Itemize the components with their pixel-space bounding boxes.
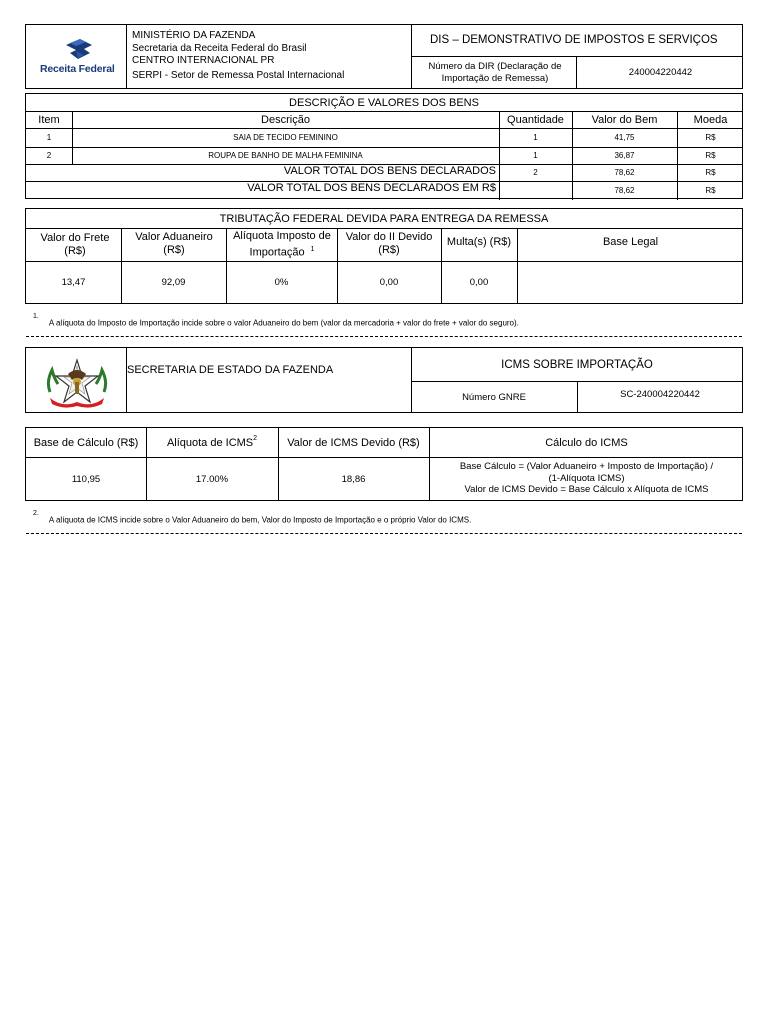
calculo-icms-formula [429, 461, 744, 496]
value-multa: 0,00 [469, 276, 489, 288]
value-frete: 13,47 [61, 276, 86, 288]
value-base-calculo: 110,95 [71, 473, 101, 485]
icms-table [25, 427, 743, 501]
footnote-1 [33, 313, 519, 328]
ministry-block [132, 30, 344, 82]
table-row-1-moeda: R$ [705, 133, 716, 142]
state-secretaria-name: SECRETARIA DE ESTADO DA FAZENDA [127, 364, 334, 376]
federal-tax-table [25, 208, 743, 304]
receita-federal-logo [36, 37, 118, 79]
col-header-base-legal: Base Legal [602, 236, 659, 248]
total-value: 78,62 [614, 168, 635, 177]
federal-tax-title: TRIBUTAÇÃO FEDERAL DEVIDA PARA ENTREGA DA REMESSA [219, 212, 549, 225]
value-aduaneiro: 92,09 [161, 276, 186, 288]
col-header-descricao: Descrição [261, 113, 310, 126]
table-row-2-moeda: R$ [705, 151, 716, 160]
gnre-number: SC-240004220442 [620, 389, 700, 400]
ministry-line-1: MINISTÉRIO DA FAZENDA [132, 30, 256, 41]
gnre-label: Número GNRE [462, 392, 526, 403]
header-box [25, 24, 743, 89]
total-brl-value: 78,62 [614, 185, 635, 195]
footnote-1-text: A alíquota do Imposto de Importação incide sobre o valor Aduaneiro do bem (valor da mercadoria + valor do frete + valor do seguro). [48, 318, 519, 328]
separator-2 [26, 533, 742, 534]
ministry-line-4: SERPI - Setor de Remessa Postal Internacional [132, 69, 345, 81]
aliquota-ii-label: Alíquota Imposto de Importação [233, 230, 331, 259]
value-icms-devido: 18,86 [341, 473, 366, 485]
table-row-1-descricao: SAIA DE TECIDO FEMININO [233, 133, 338, 142]
col-header-valor: Valor do Bem [591, 113, 658, 126]
footnote-2-number: 2. [33, 510, 39, 517]
footnote-2-marker: 2 [253, 435, 258, 442]
document-title: DIS – DEMONSTRATIVO DE IMPOSTOS E SERVIÇOS [430, 34, 718, 46]
dir-label: Número da DIR (Declaração de Importação de Remessa) [428, 61, 562, 84]
col-header-aliquota-icms [146, 428, 278, 457]
table-row-2-quantidade: 1 [533, 151, 538, 160]
aliquota-icms-label: Alíquota de ICMS [166, 436, 254, 449]
col-header-moeda: Moeda [693, 113, 728, 126]
ministry-line-2: Secretaria da Receita Federal do Brasil [132, 42, 307, 54]
total-label: VALOR TOTAL DOS BENS DECLARADOS [283, 165, 496, 177]
total-brl-label: VALOR TOTAL DOS BENS DECLARADOS EM R$ [247, 182, 496, 194]
goods-table [25, 93, 743, 199]
table-row-1-valor: 41,75 [614, 133, 635, 142]
col-header-ii-devido: Valor do II Devido (R$) [345, 231, 433, 256]
icms-title: ICMS SOBRE IMPORTAÇÃO [501, 358, 653, 371]
col-header-base-calculo: Base de Cálculo (R$) [33, 436, 139, 449]
separator-1 [26, 336, 742, 337]
state-header-box [25, 347, 743, 413]
col-header-aliquota-ii [228, 230, 336, 258]
value-aliquota-icms: 17.00% [195, 473, 229, 485]
footnote-2 [33, 510, 472, 525]
logo-text: Receita Federal [40, 63, 115, 75]
ministry-line-3: CENTRO INTERNACIONAL PR [132, 55, 275, 66]
col-header-multa: Multa(s) (R$) [446, 236, 512, 248]
col-header-item: Item [38, 113, 60, 126]
dir-number: 240004220442 [628, 67, 693, 78]
total-brl-currency: R$ [705, 185, 716, 195]
col-header-frete: Valor do Frete (R$) [40, 232, 110, 257]
col-header-icms-devido: Valor de ICMS Devido (R$) [287, 436, 420, 449]
footnote-1-number: 1. [33, 313, 39, 320]
table-row-2-valor: 36,87 [614, 151, 635, 160]
value-aliquota-ii: 0% [274, 276, 289, 288]
state-coat-of-arms-icon [42, 352, 112, 410]
col-header-quantidade: Quantidade [507, 113, 564, 126]
table-row-2-item: 2 [46, 151, 52, 160]
total-quantity: 2 [533, 168, 538, 177]
value-base-legal [517, 261, 744, 303]
footnote-2-text: A alíquota de ICMS incide sobre o Valor Aduaneiro do bem, Valor do Imposto de Importação e o próprio Valor do ICMS. [48, 515, 472, 525]
col-header-aduaneiro: Valor Aduaneiro (R$) [135, 231, 213, 256]
goods-title: DESCRIÇÃO E VALORES DOS BENS [289, 96, 479, 109]
table-row-1-quantidade: 1 [533, 133, 538, 142]
formula-line-2: (1-Alíquota ICMS) [548, 472, 625, 484]
formula-line-3: Valor de ICMS Devido = Base Cálculo x Alíquota de ICMS [464, 484, 709, 495]
table-row-1-item: 1 [46, 133, 52, 142]
total-currency: R$ [705, 168, 716, 177]
footnote-1-marker: 1 [310, 246, 315, 253]
col-header-calculo-icms: Cálculo do ICMS [545, 436, 628, 449]
value-ii-devido: 0,00 [379, 276, 399, 288]
formula-line-1: Base Cálculo = (Valor Aduaneiro + Imposto de Importação) / [459, 461, 714, 472]
table-row-2-descricao: ROUPA DE BANHO DE MALHA FEMININA [208, 151, 363, 160]
